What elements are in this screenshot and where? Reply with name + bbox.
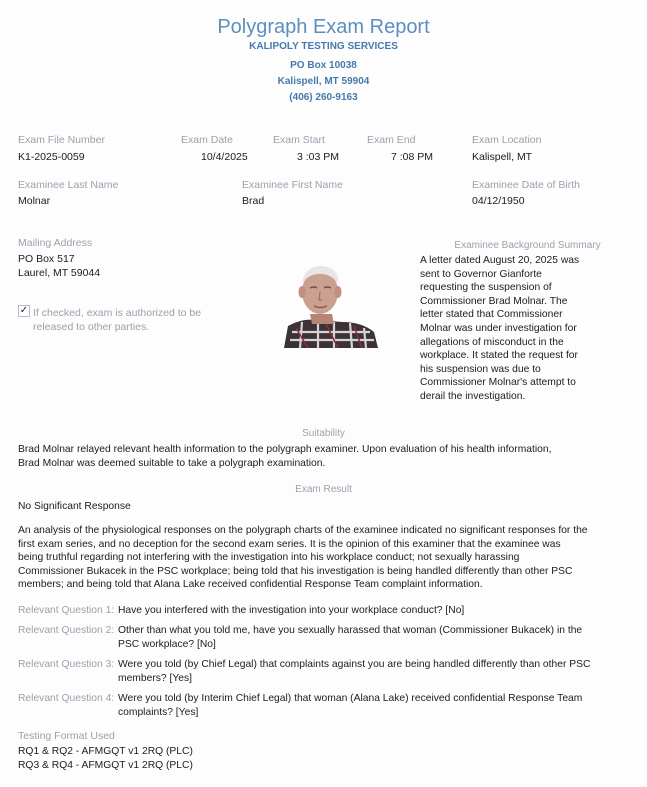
mailing-address-line1: PO Box 517 <box>18 253 75 265</box>
exam-start-label: Exam Start <box>273 134 325 146</box>
examinee-first-name-label: Examinee First Name <box>242 179 343 191</box>
exam-end-label: Exam End <box>367 134 416 146</box>
suitability-label: Suitability <box>302 428 345 439</box>
company-name: KALIPOLY TESTING SERVICES <box>249 41 398 52</box>
release-authorization-checkbox[interactable]: ✓ <box>19 305 29 316</box>
mailing-address-label: Mailing Address <box>18 237 93 249</box>
exam-file-number-label: Exam File Number <box>18 134 105 146</box>
release-authorization-label: If checked, exam is authorized to be released to other parties. <box>33 307 202 333</box>
examinee-dob-label: Examinee Date of Birth <box>472 179 580 191</box>
exam-location-label: Exam Location <box>472 134 542 146</box>
exam-end: 7 :08 PM <box>391 151 434 163</box>
testing-format-line1: RQ1 & RQ2 - AFMGQT v1 2RQ (PLC) <box>18 746 193 757</box>
company-po-box: PO Box 10038 <box>290 60 357 71</box>
exam-start: 3 :03 PM <box>297 151 340 163</box>
exam-result-label: Exam Result <box>295 484 352 495</box>
exam-result-value: No Significant Response <box>18 501 131 512</box>
exam-file-number: K1-2025-0059 <box>18 151 85 163</box>
examinee-first-name: Brad <box>242 195 265 207</box>
exam-analysis-text: An analysis of the physiological responses on the polygraph charts of the examinee indicated no significant responses for the first exam series, and no deception for the second exam series. It is the opinion of this examiner that the examinee was being truthful regarding not interfering with the investigation into his workplace conduct; not sexually harassing Commissioner Bukacek in the PSC workplace; being told that his investigation is being handled differently than other PSC members; and being told that Alana Lake received confidential Response Team complaint information. <box>18 525 588 591</box>
exam-date-label: Exam Date <box>181 134 233 146</box>
testing-format-line2: RQ3 & RQ4 - AFMGQT v1 2RQ (PLC) <box>18 760 193 771</box>
background-summary-label: Examinee Background Summary <box>454 240 601 251</box>
exam-location: Kalispell, MT <box>472 151 533 163</box>
examinee-dob: 04/12/1950 <box>472 195 525 207</box>
testing-format-label: Testing Format Used <box>18 730 115 742</box>
exam-date: 10/4/2025 <box>201 151 248 163</box>
examinee-photo <box>282 262 378 348</box>
mailing-address-line2: Laurel, MT 59044 <box>18 267 101 279</box>
examinee-last-name: Molnar <box>18 195 51 207</box>
background-summary-text: A letter dated August 20, 2025 was sent to Governor Gianforte requesting the suspension of Commissioner Brad Molnar. The letter stated that Commissioner Molnar was under investigation for allegations of misconduct in the workplace. It stated the request for his suspension was due to Commissioner Molnar's attempt to derail the investigation. <box>420 255 580 402</box>
suitability-text: Brad Molnar relayed relevant health information to the polygraph examiner. Upon evaluation of his health information, Brad Molnar was deemed suitable to take a polygraph examination. <box>18 444 552 469</box>
report-title: Polygraph Exam Report <box>217 16 430 38</box>
examinee-last-name-label: Examinee Last Name <box>18 179 119 191</box>
company-phone: (406) 260-9163 <box>289 92 358 103</box>
company-city: Kalispell, MT 59904 <box>277 76 370 87</box>
